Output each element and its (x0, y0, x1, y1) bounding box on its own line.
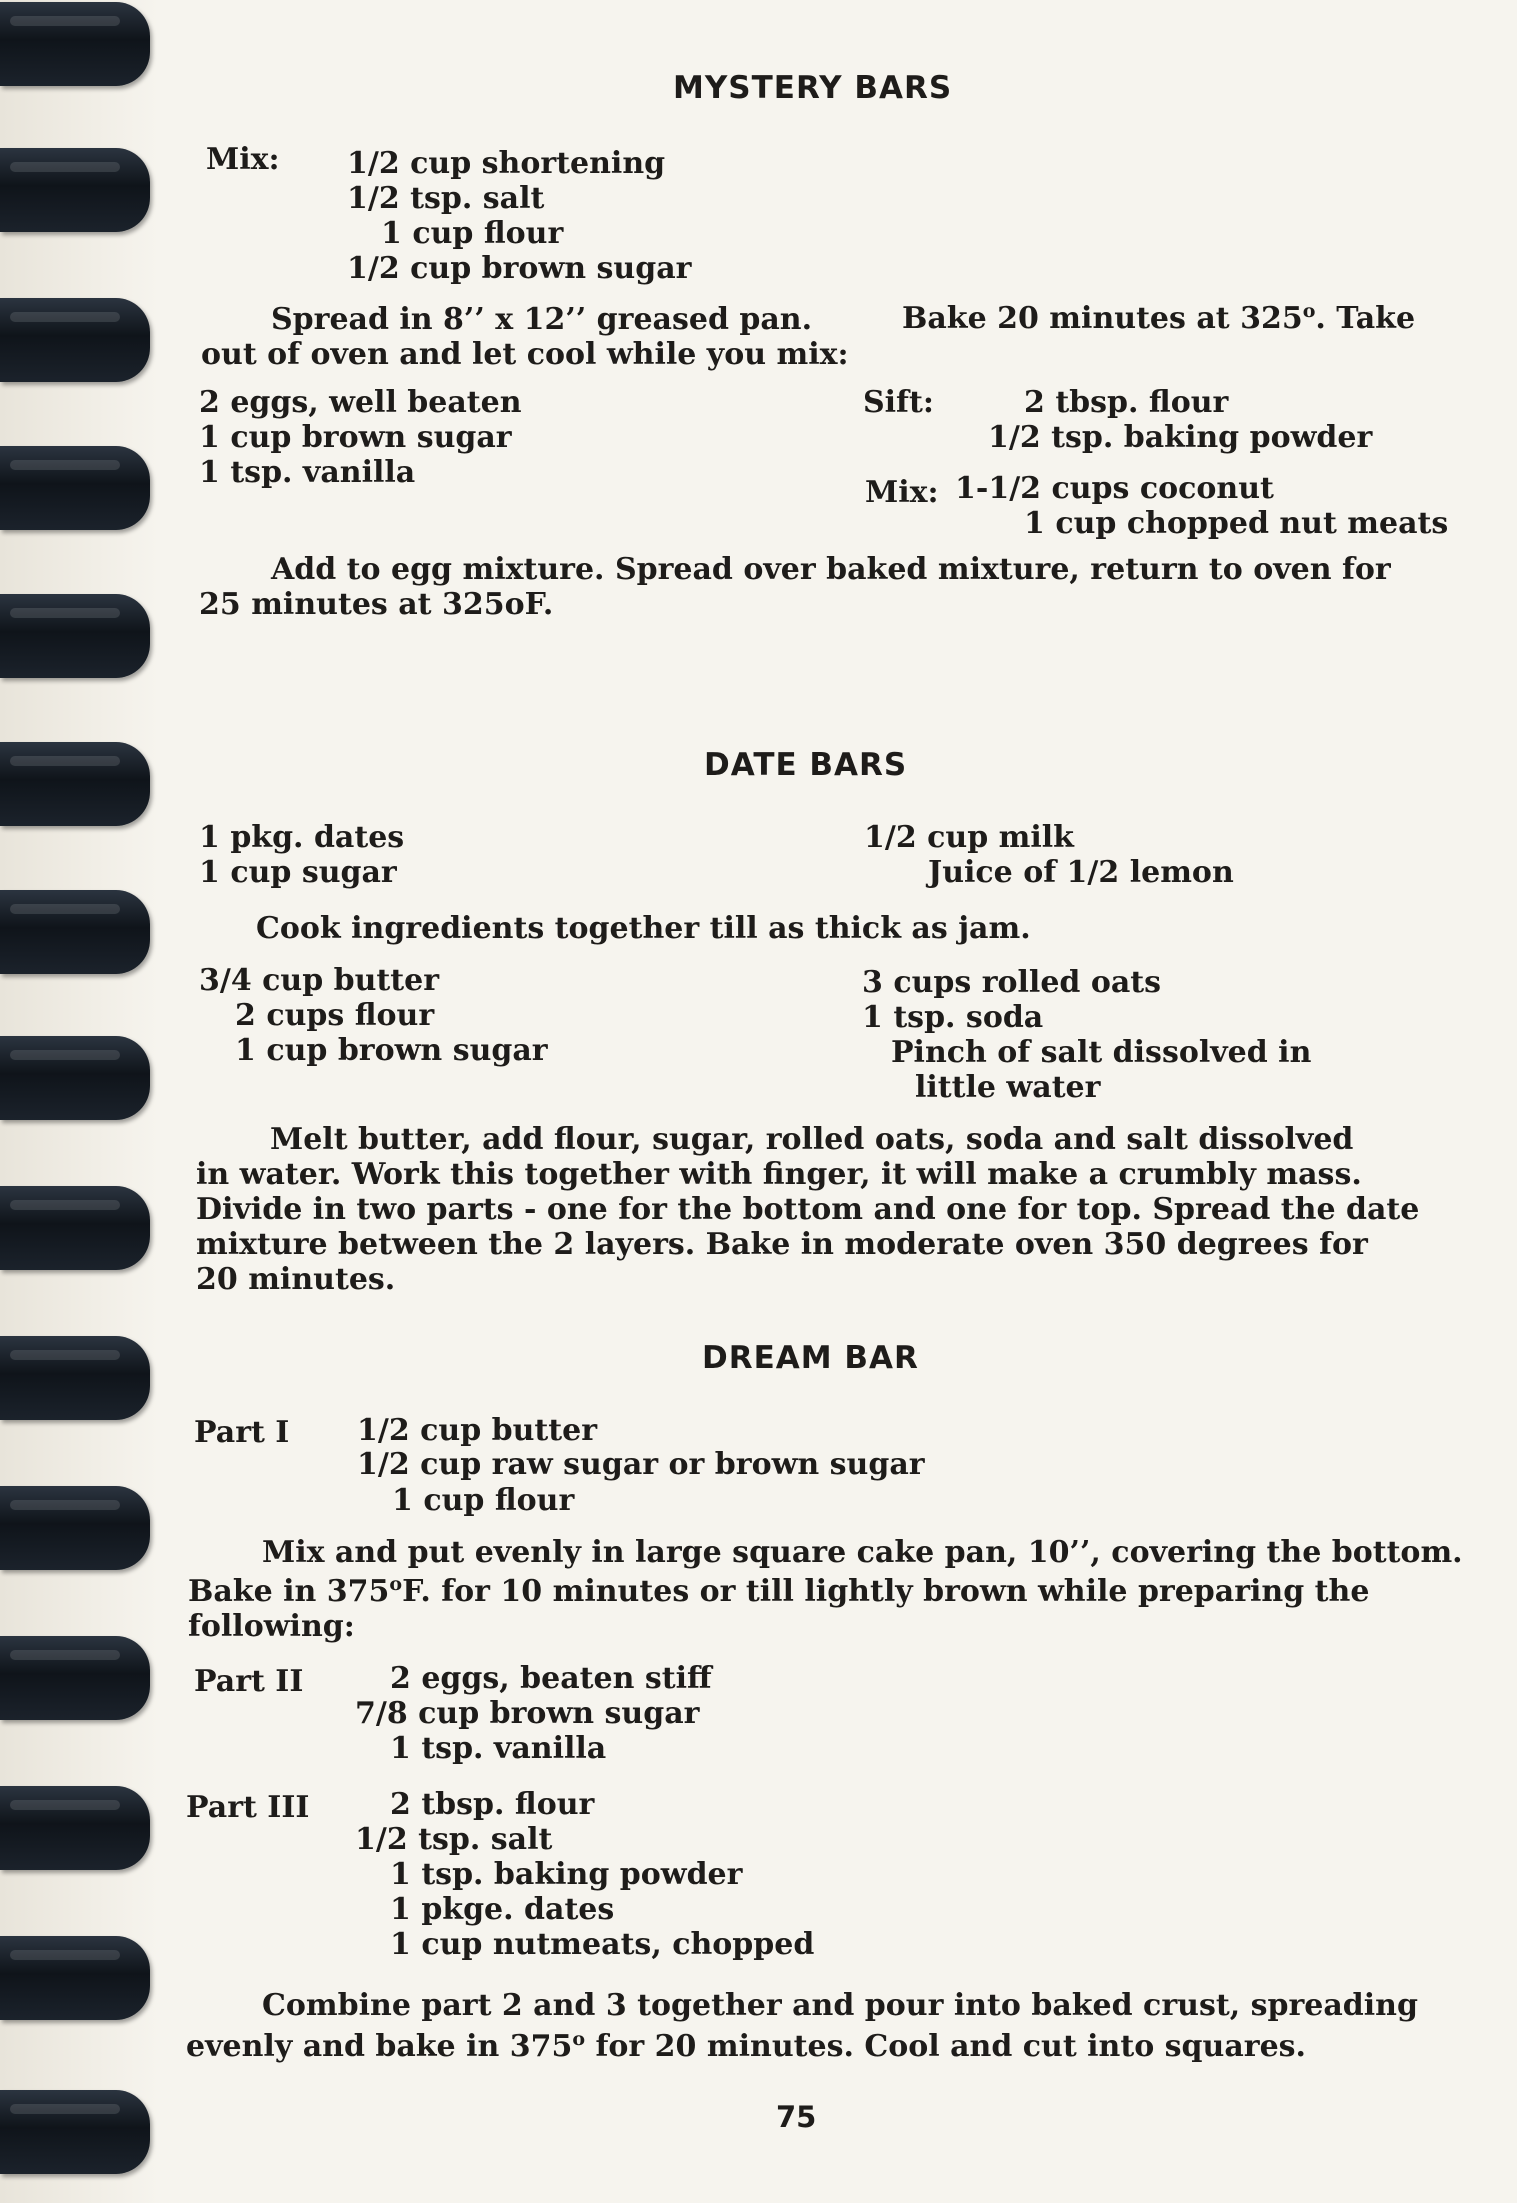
instruction-text: Spread in 8’’ x 12’’ greased pan. (271, 302, 813, 337)
ingredient: 1 cup nutmeats, chopped (390, 1927, 815, 1962)
ingredient: 1/2 cup shortening (347, 146, 666, 181)
instruction-text: Add to egg mixture. Spread over baked mixture, return to oven for (271, 552, 1391, 587)
ingredient: 1-1/2 cups coconut (955, 471, 1274, 506)
ingredient: 1 cup flour (392, 1483, 575, 1518)
instruction-text: in water. Work this together with finger, it will make a crumbly mass. (196, 1157, 1362, 1192)
ingredient: 1 cup chopped nut meats (1024, 506, 1449, 541)
instruction-text: Cook ingredients together till as thick as jam. (256, 911, 1031, 946)
binding-coil (0, 1336, 150, 1420)
ingredient: 1/2 cup butter (357, 1413, 598, 1448)
ingredient: 1/2 tsp. salt (347, 181, 545, 216)
binding-coil (0, 1786, 150, 1870)
ingredient: 1 tsp. soda (862, 1000, 1044, 1035)
page-number: 75 (776, 2100, 817, 2134)
instruction-text: out of oven and let cool while you mix: (201, 337, 849, 372)
ingredient: 1 cup brown sugar (235, 1033, 548, 1068)
binding-coil (0, 148, 150, 232)
ingredient: 3/4 cup butter (199, 963, 440, 998)
date-bars-title: DATE BARS (704, 747, 908, 783)
binding-coil (0, 298, 150, 382)
ingredient: 7/8 cup brown sugar (355, 1696, 700, 1731)
binding-coil (0, 742, 150, 826)
binding-coil (0, 446, 150, 530)
instruction-text: mixture between the 2 layers. Bake in moderate oven 350 degrees for (196, 1227, 1368, 1262)
mystery-bars-title: MYSTERY BARS (673, 70, 953, 106)
ingredient: 1 cup sugar (199, 855, 397, 890)
mix-label: Mix: (206, 142, 280, 177)
binding-coil (0, 594, 150, 678)
ingredient: 1 cup flour (381, 216, 564, 251)
binding-coil (0, 1936, 150, 2020)
ingredient: 1 tsp. vanilla (390, 1731, 607, 1766)
part-label: Part II (194, 1664, 304, 1699)
ingredient: Juice of 1/2 lemon (928, 855, 1234, 890)
instruction-text: Combine part 2 and 3 together and pour into baked crust, spreading (262, 1988, 1418, 2023)
instruction-text: 20 minutes. (196, 1262, 396, 1297)
sift-label: Sift: (863, 385, 934, 420)
binding-coil (0, 1486, 150, 1570)
ingredient: 1 pkge. dates (390, 1892, 615, 1927)
ingredient: Pinch of salt dissolved in (891, 1035, 1312, 1070)
instruction-text: Mix and put evenly in large square cake pan, 10’’, covering the bottom. (262, 1535, 1463, 1570)
binding-coil (0, 1036, 150, 1120)
binding-coil (0, 2090, 150, 2174)
instruction-text: 25 minutes at 325oF. (199, 587, 554, 622)
ingredient: 1/2 tsp. salt (355, 1822, 553, 1857)
instruction-text: Melt butter, add flour, sugar, rolled oats, soda and salt dissolved (270, 1122, 1354, 1157)
binding-coil (0, 890, 150, 974)
ingredient: little water (915, 1070, 1101, 1105)
ingredient: 2 tbsp. flour (390, 1787, 595, 1822)
part-label: Part III (186, 1790, 310, 1825)
ingredient: 2 tbsp. flour (1024, 385, 1229, 420)
ingredient: 1/2 cup brown sugar (347, 251, 692, 286)
part-label: Part I (194, 1415, 290, 1450)
instruction-text: Bake in 375$^o$F. for 10 minutes or till lightly brown while preparing the (188, 1573, 1370, 1609)
instruction-text: evenly and bake in 375$^o$ for 20 minutes. Cool and cut into squares. (186, 2028, 1306, 2064)
instruction-text: Divide in two parts - one for the bottom and one for top. Spread the date (196, 1192, 1420, 1227)
ingredient: 1 pkg. dates (199, 820, 405, 855)
mix-label: Mix: (865, 475, 939, 510)
binding-coil (0, 1186, 150, 1270)
ingredient: 1 cup brown sugar (199, 420, 512, 455)
ingredient: 1/2 cup milk (864, 820, 1074, 855)
ingredient: 2 eggs, well beaten (199, 385, 522, 420)
ingredient: 1/2 tsp. baking powder (988, 420, 1373, 455)
ingredient: 2 eggs, beaten stiff (390, 1661, 712, 1696)
instruction-text: Bake 20 minutes at 325$^o$. Take (902, 300, 1416, 336)
instruction-text: following: (188, 1609, 355, 1644)
ingredient: 3 cups rolled oats (862, 965, 1162, 1000)
binding-coil (0, 2, 150, 86)
dream-bar-title: DREAM BAR (702, 1340, 919, 1376)
spiral-binding (0, 0, 160, 2203)
ingredient: 1 tsp. baking powder (390, 1857, 743, 1892)
binding-coil (0, 1636, 150, 1720)
ingredient: 1 tsp. vanilla (199, 455, 416, 490)
ingredient: 2 cups flour (235, 998, 435, 1033)
ingredient: 1/2 cup raw sugar or brown sugar (357, 1447, 925, 1482)
